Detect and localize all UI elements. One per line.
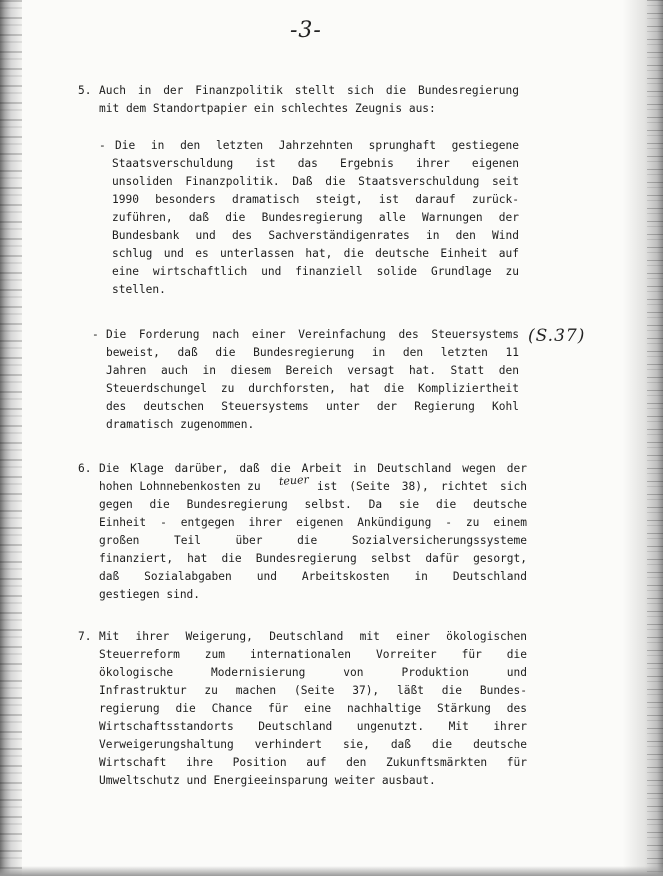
bullet-5b-line: Jahren auch in diesem Bereich versagt hat. Statt den (106, 364, 519, 377)
handwritten-correction (278, 472, 310, 496)
bullet-5b-line: dramatisch zugenommen. (106, 418, 255, 431)
bullet-5b-line: Die Forderung nach einer Vereinfachung des Steuersystems (106, 328, 519, 341)
section-6-marker: 6. (78, 462, 92, 475)
section-6-line: Einheit - entgegen ihrer eigenen Ankündigung - zu einem (99, 516, 527, 529)
section-7-line: Wirtschaftsstandorts Deutschland ungenutzt. Mit ihrer (99, 720, 527, 733)
section-7-line: Steuerreform zum internationalen Vorreiter für die (99, 648, 527, 661)
section-5-line: mit dem Standortpapier ein schlechtes Zeugnis aus: (99, 102, 436, 115)
section-6-line: daß Sozialabgaben und Arbeitskosten in Deutschland (99, 570, 527, 583)
section-6-line: ist (Seite 38), richtet sich (317, 480, 527, 493)
bullet-5b-line: des deutschen Steuersystems unter der Regierung Kohl (106, 400, 519, 413)
section-5-line: Auch in der Finanzpolitik stellt sich die Bundesregierung (99, 84, 519, 97)
bullet-5a-line: Staatsverschuldung ist das Ergebnis ihrer eigenen (112, 157, 519, 170)
bullet-5a-line: Bundesbank und des Sachverständigenrates in den Wind (112, 229, 519, 242)
scan-edge-bottom (0, 866, 663, 876)
section-6-line: finanziert, hat die Bundesregierung selbst dafür gesorgt, (99, 552, 527, 565)
bullet-5b-line: beweist, daß die Bundesregierung in den letzten 11 (106, 346, 519, 359)
bullet-5a-line: eine wirtschaftlich und finanziell solide Grundlage zu (112, 265, 519, 278)
section-6-line: hohen Lohnnebenkosten zu (99, 480, 261, 493)
section-6-line: gegen die Bundesregierung selbst. Da sie die deutsche (99, 498, 527, 511)
handwritten-margin-note: (S.37) (528, 326, 586, 346)
bullet-5a-line: stellen. (112, 283, 166, 296)
section-7-line: Mit ihrer Weigerung, Deutschland mit einer ökologischen (99, 630, 527, 643)
section-5-marker: 5. (78, 84, 92, 97)
bullet-5a-line: unsoliden Finanzpolitik. Daß die Staatsverschuldung seit (112, 175, 519, 188)
section-7-line: Verweigerungshaltung verhindert sie, daß die deutsche (99, 738, 527, 751)
section-7-marker: 7. (78, 630, 92, 643)
section-7-line: Infrastruktur zu machen (Seite 37), läßt die Bundes- (99, 684, 527, 697)
handwritten-word: teuer (278, 472, 310, 489)
section-6-line: großen Teil über die Sozialversicherungssysteme (99, 534, 527, 547)
bullet-5a-marker: - (99, 139, 106, 152)
bullet-5a-line: 1990 besonders dramatisch steigt, ist darauf zurück- (112, 193, 519, 206)
section-6-line: Die Klage darüber, daß die Arbeit in Deutschland wegen der (99, 462, 527, 475)
section-7-line: ökologische Modernisierung von Produktion und (99, 666, 527, 679)
section-7-line: regierung die Chance für eine nachhaltige Stärkung des (99, 702, 527, 715)
section-7-line: Wirtschaft ihre Position auf den Zukunftsmärkten für (99, 756, 527, 769)
bullet-5a-line: schlug und es unterlassen hat, die deutsche Einheit auf (112, 247, 519, 260)
bullet-5a-line: zuführen, daß die Bundesregierung alle Warnungen der (112, 211, 519, 224)
bullet-5b-marker: - (92, 328, 99, 341)
bullet-5a-line: Die in den letzten Jahrzehnten sprunghaft gestiegene (115, 139, 519, 152)
bullet-5b-line: Steuerdschungel zu durchforsten, hat die Kompliziertheit (106, 382, 519, 395)
page-number: -3- (290, 18, 322, 43)
scan-edge-right (623, 0, 663, 876)
scan-edge-left (0, 0, 22, 876)
section-6-line: gestiegen sind. (99, 588, 201, 601)
section-7-line: Umweltschutz und Energieeinsparung weiter ausbaut. (99, 774, 436, 787)
